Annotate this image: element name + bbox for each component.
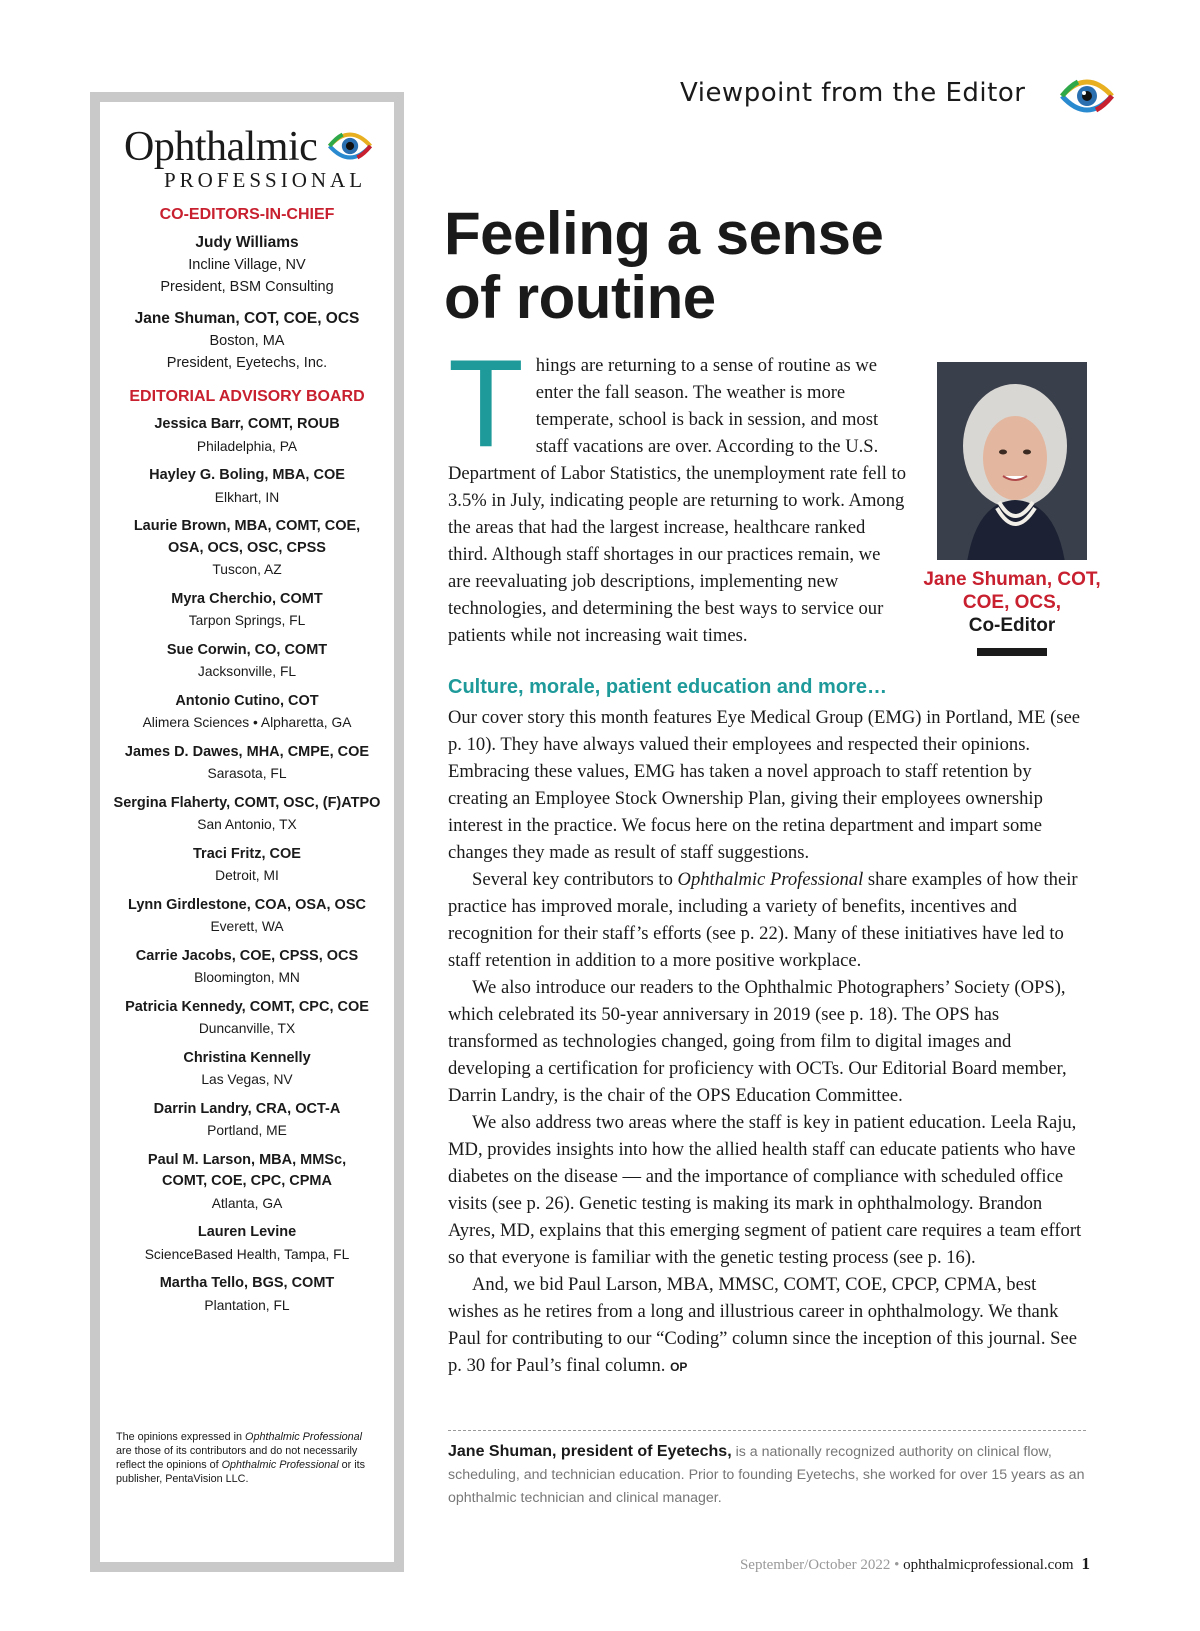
drop-cap: T [448, 335, 524, 473]
board-member-name: Christina Kennelly [183, 1049, 311, 1066]
coeditor-entry [100, 232, 394, 298]
coeditor-title: President, Eyetechs, Inc. [166, 355, 328, 371]
issue-date: September/October 2022 [739, 1557, 891, 1573]
author-photo [937, 362, 1087, 560]
coeditor-location: Incline Village, NV [188, 257, 306, 273]
body-text: share examples of how their practice has improved morale, including a variety of benefits, incentives and recognition for their staff’s efforts (see p. 22). Many of these initiatives have led to staff retention in addition to a more positive workplace. [448, 869, 1078, 971]
board-member-location: Bloomington, MN [194, 970, 300, 985]
eye-icon [326, 128, 374, 164]
board-member-location: Atlanta, GA [211, 1195, 283, 1211]
board-member [100, 946, 394, 989]
board-member [100, 844, 394, 887]
photo-caption [917, 568, 1107, 637]
article-body [448, 704, 1086, 1381]
board-list [100, 414, 394, 1316]
board-member-name: Sue Corwin, CO, COMT [166, 641, 328, 658]
article-subhead: Culture, morale, patient education and more… [448, 676, 887, 698]
disclaimer-italic: Ophthalmic Professional [221, 1459, 339, 1471]
disclaimer-text: or its publisher, PentaVision LLC. [116, 1459, 366, 1485]
board-member [100, 1099, 394, 1142]
board-member-location: Detroit, MI [215, 868, 279, 883]
board-member-location: San Antonio, TX [197, 817, 297, 832]
board-member [100, 589, 394, 632]
board-member-location: Everett, WA [210, 919, 284, 934]
board-member-name: Myra Cherchio, COMT [171, 590, 323, 607]
caption-name: Jane Shuman, COT, COE, OCS, [923, 569, 1101, 613]
board-member-name: Darrin Landry, CRA, OCT-A [153, 1100, 341, 1117]
publication-title: Ophthalmic Professional [677, 869, 864, 890]
end-mark: OP [670, 1360, 688, 1374]
author-portrait-image [937, 362, 1087, 560]
board-member-location: Portland, ME [207, 1123, 287, 1138]
coeditor-location: Boston, MA [209, 333, 285, 349]
author-bio [448, 1440, 1088, 1510]
body-paragraph [448, 866, 1086, 974]
board-member-location: Elkhart, IN [214, 489, 280, 505]
coeditor-entry [100, 308, 394, 374]
disclaimer-italic: Ophthalmic Professional [245, 1431, 363, 1443]
logo-subtitle: PROFESSIONAL [164, 168, 367, 192]
board-member [100, 793, 394, 836]
board-member [100, 465, 394, 508]
bio-name: Jane Shuman, president of Eyetechs, [448, 1443, 732, 1460]
board-member-location: Tarpon Springs, FL [188, 613, 306, 628]
board-member-location: ScienceBased Health, Tampa, FL [144, 1246, 350, 1262]
bio-divider [448, 1430, 1086, 1431]
body-paragraph [448, 1271, 1086, 1381]
disclaimer-text: are those of its contributors and do not necessarily reflect the opinions of [116, 1445, 358, 1471]
board-member-name: Hayley G. Boling, MBA, COE [149, 467, 345, 483]
headline-line: of routine [444, 264, 716, 331]
board-member [100, 1222, 394, 1265]
board-member-location: Plantation, FL [204, 1297, 290, 1313]
board-member-name: Lauren Levine [197, 1224, 297, 1240]
board-member-location: Alimera Sciences • Alpharetta, GA [142, 715, 352, 730]
page-number: 1 [1081, 1554, 1090, 1573]
disclaimer [116, 1430, 380, 1486]
article-headline [444, 202, 1004, 330]
board-member-name: Jessica Barr, COMT, ROUB [154, 416, 340, 432]
board-member [100, 997, 394, 1040]
board-member-name: Traci Fritz, COE [193, 845, 301, 862]
caption-role: Co-Editor [968, 615, 1056, 636]
board-member-name: Sergina Flaherty, COMT, OSC, (F)ATPO [113, 794, 381, 811]
article-intro [448, 335, 906, 649]
page-footer [690, 1554, 1090, 1574]
coeditor-name: Judy Williams [195, 234, 299, 251]
board-member [100, 640, 394, 683]
coeditor-name: Jane Shuman, COT, COE, OCS [134, 310, 360, 327]
masthead-list [100, 206, 394, 1324]
board-member [100, 414, 394, 457]
footer-separator: • [890, 1557, 904, 1573]
board-member-name: Paul M. Larson, MBA, MMSc, [147, 1151, 347, 1168]
board-member [100, 1150, 394, 1215]
section-label: Viewpoint from the Editor [680, 78, 1026, 108]
board-member-name: Antonio Cutino, COT [175, 692, 319, 709]
caption-divider [977, 648, 1047, 656]
board-member-name: James D. Dawes, MHA, CMPE, COE [124, 743, 370, 760]
disclaimer-text: The opinions expressed in [116, 1431, 246, 1443]
board-member-location: Sarasota, FL [207, 766, 287, 781]
board-member-location: Philadelphia, PA [196, 438, 298, 454]
board-member-location: Las Vegas, NV [201, 1072, 293, 1087]
logo-wordmark: Ophthalmic [124, 124, 318, 170]
eye-icon [1058, 74, 1116, 118]
board-member-name: Patricia Kennedy, COMT, CPC, COE [125, 998, 369, 1015]
board-member [100, 742, 394, 785]
board-member-name-cont: COMT, COE, CPC, CPMA [162, 1173, 332, 1189]
footer-url: ophthalmicprofessional.com [903, 1557, 1074, 1573]
board-member [100, 516, 394, 581]
board-member-name: Martha Tello, BGS, COMT [159, 1275, 335, 1291]
board-member-name: Lynn Girdlestone, COA, OSA, OSC [128, 896, 366, 913]
board-member [100, 895, 394, 938]
body-paragraph: We also address two areas where the staff is key in patient education. Leela Raju, MD, provides insights into how the allied health staff can educate patients who have diabetes on the disease — and the importance of compliance with scheduled office visits (see p. 26). Genetic testing is making its mark in ophthalmology. Brandon Ayres, MD, explains that this emerging segment of patient care requires a team effort so that everyone is familiar with the genetic testing process (see p. 16). [448, 1112, 1082, 1268]
board-member-location: Tuscon, AZ [212, 562, 282, 577]
bio-text: is a nationally recognized authority on clinical flow, scheduling, and technician education. Prior to founding Eyetechs, she worked for over 15 years as an ophthalmic technician and clinical manager. [448, 1444, 1085, 1506]
board-member-name: Carrie Jacobs, COE, CPSS, OCS [135, 947, 359, 964]
board-member-location: Duncanville, TX [198, 1021, 296, 1036]
body-paragraph: Our cover story this month features Eye Medical Group (EMG) in Portland, ME (see p. 10). They have always valued their employees and respected their opinions. Embracing these values, EMG has taken a novel approach to staff retention by creating an Employee Stock Ownership Plan, giving their employees ownership interest in the practice. We focus here on the retina department and impart some changes they made as result of staff suggestions. [448, 707, 1081, 863]
board-heading: EDITORIAL ADVISORY BOARD [129, 388, 365, 405]
board-member-location: Jacksonville, FL [197, 664, 297, 679]
board-member [100, 1273, 394, 1316]
intro-paragraph: hings are returning to a sense of routine as we enter the fall season. The weather is more temperate, school is back in session, and most staff vacations are over. According to the U.S. Department of Labor Statistics, the unemployment rate fell to 3.5% in July, indicating people are returning to work. Among the areas that had the largest increase, healthcare ranked third. Although staff shortages in our practices remain, we are reevaluating job descriptions, implementing new technologies, and determining the best ways to service our patients while not increasing wait times. [448, 355, 906, 646]
coeditor-title: President, BSM Consulting [160, 279, 334, 295]
magazine-logo [124, 126, 384, 196]
masthead-sidebar [90, 92, 404, 1572]
board-member [100, 1048, 394, 1091]
body-paragraph: We also introduce our readers to the Ophthalmic Photographers’ Society (OPS), which celebrated its 50-year anniversary in 2019 (see p. 18). The OPS has transformed as technologies changed, going from film to digital images and developing a certification for proficiency with OCTs. Our Editorial Board member, Darrin Landry, is the chair of the OPS Education Committee. [448, 977, 1067, 1106]
board-member [100, 691, 394, 734]
body-text: And, we bid Paul Larson, MBA, MMSC, COMT, COE, CPCP, CPMA, best wishes as he retires from a long and illustrious career in ophthalmology. We thank Paul for contributing to our “Coding” column since the inception of this journal. See p. 30 for Paul’s final column. [448, 1274, 1077, 1376]
board-member-name: Laurie Brown, MBA, COMT, COE, [133, 518, 361, 534]
body-text: Several key contributors to [472, 869, 678, 890]
coeditors-heading: CO-EDITORS-IN-CHIEF [159, 206, 335, 223]
board-member-name-cont: OSA, OCS, OSC, CPSS [168, 539, 326, 556]
headline-line: Feeling a sense [444, 200, 884, 267]
